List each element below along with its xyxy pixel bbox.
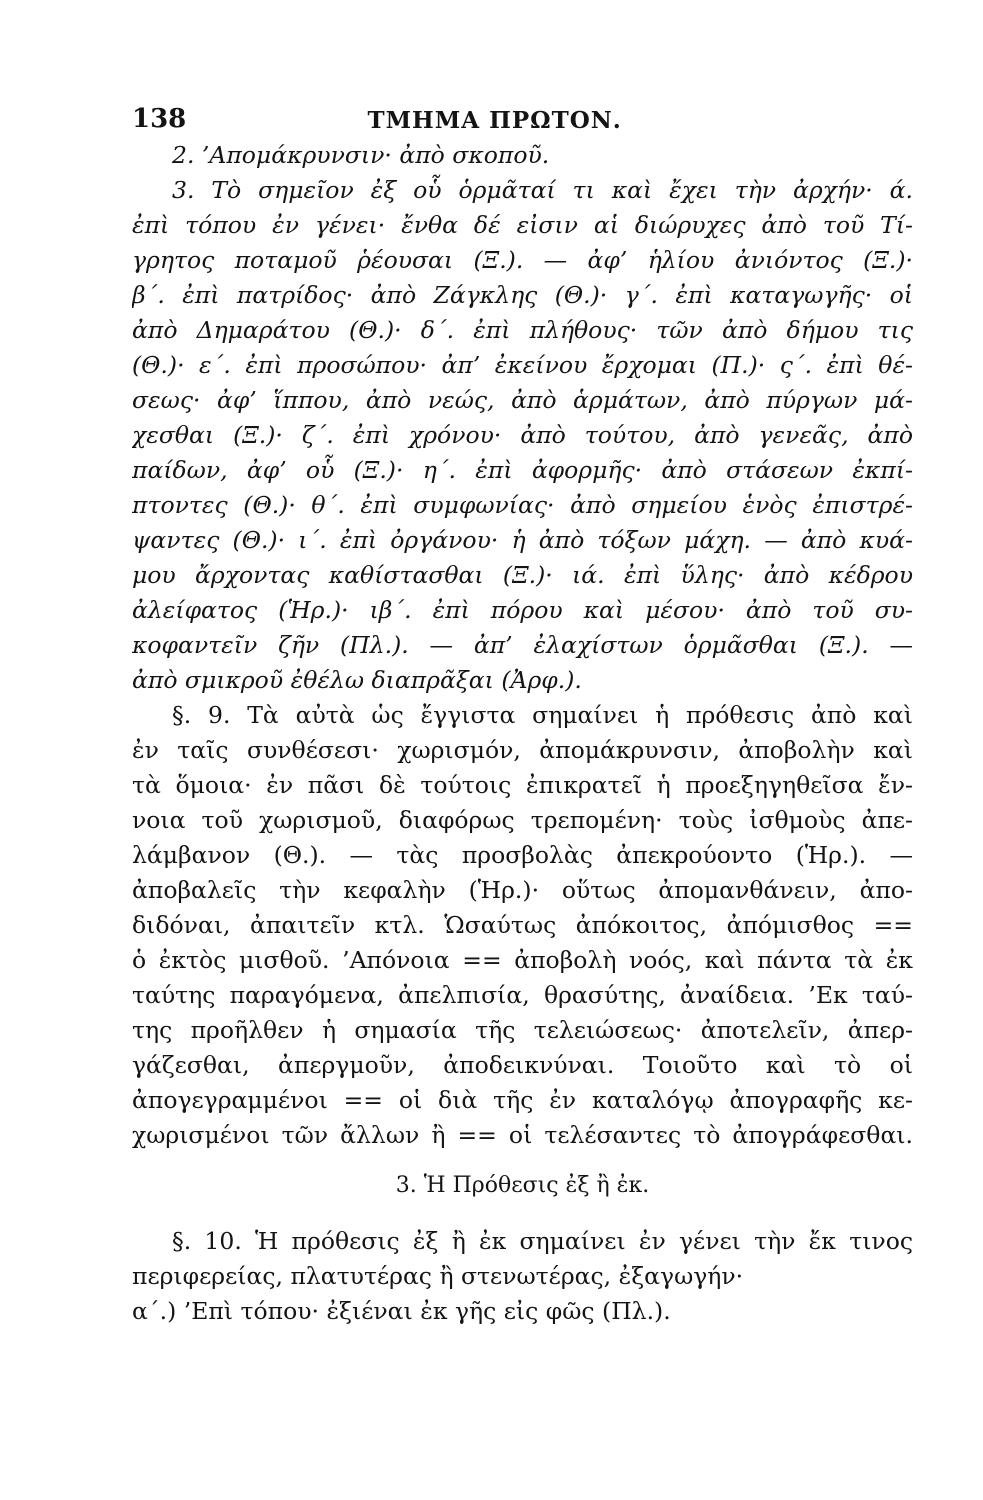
text-line: (Θ.)· ε΄. ἐπὶ προσώπου· ἀπ’ ἐκείνου ἔρχομαι (Π.)· ς΄. ἐπὶ θέ-: [132, 351, 913, 379]
text-line: περιφερείας, πλατυτέρας ἢ στενωτέρας, ἐξαγωγήν·: [132, 1262, 744, 1290]
text-line: κοφαντεῖν ζῆν (Πλ.). — ἀπ’ ἐλαχίστων ὁρμᾶσθαι (Ξ.). —: [132, 631, 913, 659]
section-heading: 3. Ἡ Πρόθεσις ἐξ ἢ ἐκ.: [395, 1173, 650, 1198]
text-line: γάζεσθαι, ἀπεργμοῦν, ἀποδεικνύναι. Τοιοῦτο καὶ τὸ οἱ: [132, 1051, 913, 1079]
text-line: διδόναι, ἀπαιτεῖν κτλ. Ὡσαύτως ἀπόκοιτος, ἀπόμισθος ==: [132, 911, 913, 939]
text-line: ὁ ἐκτὸς μισθοῦ. ’Απόνοια == ἀποβολὴ νοός, καὶ πάντα τὰ ἐκ: [132, 946, 913, 974]
page-number: 138: [132, 104, 187, 134]
text-line: §. 9. Τὰ αὐτὰ ὡς ἔγγιστα σημαίνει ἡ πρόθεσις ἀπὸ καὶ: [172, 701, 913, 729]
running-title: ΤΜΗΜΑ ΠΡΩΤΟΝ.: [367, 107, 622, 134]
text-line: ἐπὶ τόπου ἐν γένει· ἔνθα δέ εἰσιν αἱ διώρυχες ἀπὸ τοῦ Τί-: [132, 211, 913, 239]
text-line: γρητος ποταμοῦ ῥέουσαι (Ξ.). — ἀφ’ ἡλίου ἀνιόντος (Ξ.)·: [132, 246, 913, 274]
text-line: λάμβανον (Θ.). — τὰς προσβολὰς ἀπεκρούοντο (Ἡρ.). —: [132, 841, 913, 869]
text-line: ἀπὸ Δημαράτου (Θ.)· δ΄. ἐπὶ πλήθους· τῶν ἀπὸ δήμου τις: [132, 316, 913, 344]
text-line: σεως· ἀφ’ ἵππου, ἀπὸ νεώς, ἀπὸ ἁρμάτων, ἀπὸ πύργων μά-: [132, 386, 913, 414]
text-line: χωρισμένοι τῶν ἄλλων ἢ == οἱ τελέσαντες τὸ ἀπογράφεσθαι.: [132, 1121, 913, 1149]
text-line: α΄.) ’Επὶ τόπου· ἐξιέναι ἐκ γῆς εἰς φῶς (Πλ.).: [132, 1297, 671, 1325]
text-line: νοια τοῦ χωρισμοῦ, διαφόρως τρεπομένη· τοὺς ἰσθμοὺς ἀπε-: [132, 806, 913, 834]
text-line: β΄. ἐπὶ πατρίδος· ἀπὸ Ζάγκλης (Θ.)· γ΄. ἐπὶ καταγωγῆς· οἱ: [132, 281, 913, 309]
text-line: τὰ ὅμοια· ἐν πᾶσι δὲ τούτοις ἐπικρατεῖ ἡ προεξηγηθεῖσα ἔν-: [132, 771, 913, 799]
text-line: §. 10. Ἡ πρόθεσις ἐξ ἢ ἐκ σημαίνει ἐν γένει τὴν ἔκ τινος: [172, 1227, 913, 1255]
text-line: ταύτης παραγόμενα, ἀπελπισία, θρασύτης, ἀναίδεια. ’Εκ ταύ-: [132, 981, 913, 1009]
text-line: παίδων, ἀφ’ οὗ (Ξ.)· η΄. ἐπὶ ἀφορμῆς· ἀπὸ στάσεων ἐκπί-: [132, 456, 913, 484]
text-line: ἀπογεγραμμένοι == οἱ διὰ τῆς ἐν καταλόγῳ ἀπογραφῆς κε-: [132, 1086, 913, 1114]
text-line: 3. Τὸ σημεῖον ἐξ οὗ ὁρμᾶταί τι καὶ ἔχει τὴν ἀρχήν· ά.: [172, 176, 913, 204]
page-header: [132, 98, 913, 134]
text-line: της προῆλθεν ἡ σημασία τῆς τελειώσεως· ἀποτελεῖν, ἀπερ-: [132, 1016, 913, 1044]
text-line: ἀποβαλεῖς τὴν κεφαλὴν (Ἡρ.)· οὕτως ἀπομανθάνειν, ἀπο-: [132, 876, 913, 904]
text-line: 2. ’Απομάκρυνσιν· ἀπὸ σκοποῦ.: [172, 141, 550, 169]
body-text: [132, 138, 913, 1329]
text-line: ἐν ταῖς συνθέσεσι· χωρισμόν, ἀπομάκρυνσιν, ἀποβολὴν καὶ: [132, 736, 913, 764]
text-line: ἀλείφατος (Ἡρ.)· ιβ΄. ἐπὶ πόρου καὶ μέσου· ἀπὸ τοῦ συ-: [132, 596, 913, 624]
text-line: ἀπὸ σμικροῦ ἐθέλω διαπρᾶξαι (Ἀρφ.).: [132, 666, 582, 694]
text-line: χεσθαι (Ξ.)· ζ΄. ἐπὶ χρόνου· ἀπὸ τούτου, ἀπὸ γενεᾶς, ἀπὸ: [132, 421, 913, 449]
text-line: μου ἄρχοντας καθίστασθαι (Ξ.)· ιά. ἐπὶ ὕλης· ἀπὸ κέδρου: [132, 561, 913, 589]
text-line: πτοντες (Θ.)· θ΄. ἐπὶ συμφωνίας· ἀπὸ σημείου ἑνὸς ἐπιστρέ-: [132, 491, 913, 519]
text-line: ψαντες (Θ.)· ι΄. ἐπὶ ὀργάνου· ἡ ἀπὸ τόξων μάχη. — ἀπὸ κυά-: [132, 526, 913, 554]
